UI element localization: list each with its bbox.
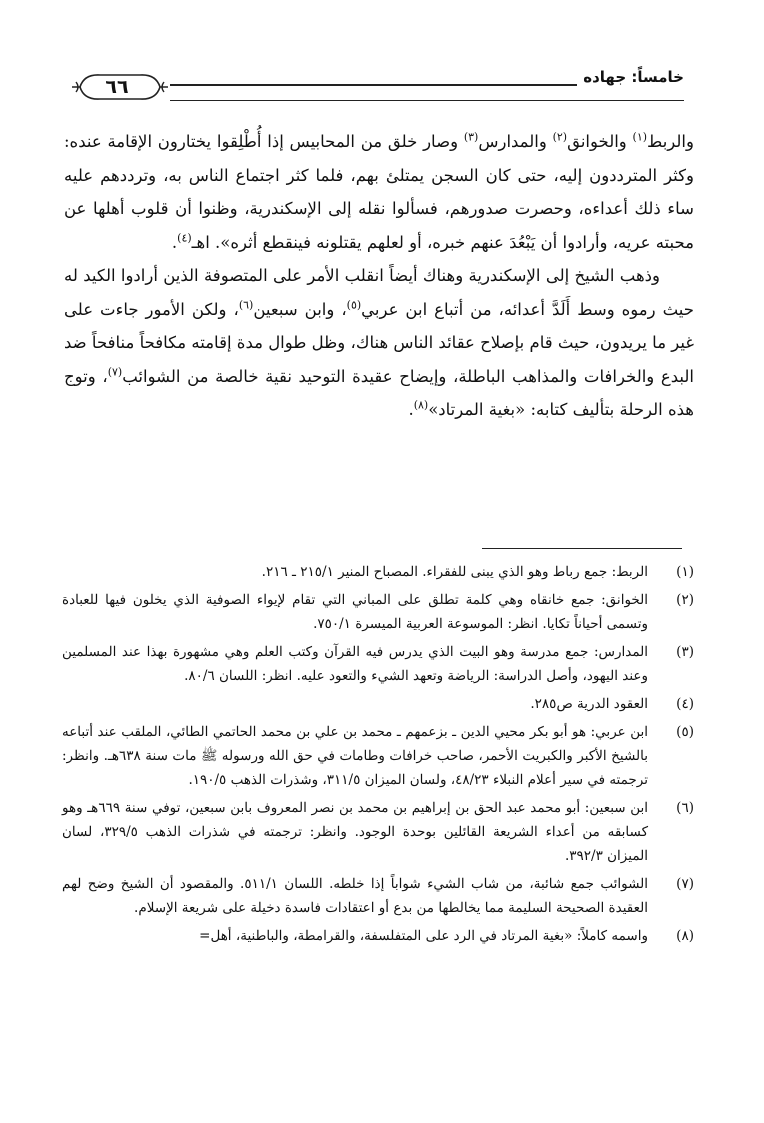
footnote-number: (٢) <box>676 592 694 608</box>
footnote-text: الخوانق: جمع خانقاه وهي كلمة تطلق على المباني التي تقام لإيواء الصوفية الذي يخلون فيها للعبادة وتسمى أحياناً تكايا. انظر: الموسوعة العربية الميسرة ٧٥٠/١. <box>62 592 648 632</box>
footnote-ref[interactable]: (٥) <box>346 298 362 311</box>
footnote-number: (١) <box>676 564 694 580</box>
footnote-number: (٣) <box>676 644 694 660</box>
paragraph <box>64 125 694 259</box>
page-header <box>70 68 684 112</box>
footnote-number: (٧) <box>676 876 694 892</box>
footnote-ref[interactable]: (١) <box>632 130 648 144</box>
section-title: خامساً: جهاده <box>577 68 684 86</box>
footnote-item <box>62 560 694 584</box>
footnote-item <box>62 692 694 716</box>
footnote-item <box>62 872 694 920</box>
text-segment: وذهب الشيخ إلى الإسكندرية وهناك أيضاً انقلب الأمر على المتصوفة الذين أرادوا الكيد له حيث رموه وسط أَلَدَّ أعدائه، من أتباع ابن عربي <box>64 266 694 319</box>
text-segment: ، وابن سبعين <box>253 299 347 319</box>
footnote-item <box>62 588 694 636</box>
footnote-text: ابن سبعين: أبو محمد عبد الحق بن إبراهيم بن محمد بن نصر المعروف بابن سبعين، توفي سنة ٦٦٩هـ وهو كسابقه من أعداء الشريعة القائلين بوحدة الوجود. وانظر: ترجمته في شذرات الذهب ٣٢٩/٥، لسان الميزان ٣٩٢/٣. <box>62 800 648 864</box>
footnote-ref[interactable]: (٣) <box>463 130 479 144</box>
footnote-ref[interactable]: (٤) <box>177 231 192 244</box>
footnote-text: واسمه كاملاً: «بغية المرتاد في الرد على المتفلسفة، والقرامطة، والباطنية، أهل= <box>199 928 648 944</box>
paragraph <box>64 259 694 427</box>
footnote-item <box>62 720 694 792</box>
footnote-text: الشوائب جمع شائبة، من شاب الشيء شواباً إذا خلطه. اللسان ٥١١/١. والمقصود أن الشيخ وضح لهم العقيدة الصحيحة السليمة مما يخالطها من بدع أو اعتقادات فاسدة دخيلة على شريعة الإسلام. <box>62 876 648 916</box>
footnote-text: الربط: جمع رباط وهو الذي يبنى للفقراء. المصباح المنير ٢١٥/١ ـ ٢١٦. <box>261 564 648 580</box>
footnote-number: (٨) <box>676 928 694 944</box>
text-segment: والربط <box>647 132 694 151</box>
text-segment: والخوانق <box>567 132 633 151</box>
footnote-ref[interactable]: (٦) <box>238 298 254 311</box>
footnote-text: ابن عربي: هو أبو بكر محيي الدين ـ بزعمهم ـ محمد بن علي بن محمد الحاتمي الطائي، الملقب عند أتباعه بالشيخ الأكبر والكبريت الأحمر، صاحب خرافات وطامات في حق الله ورسوله ﷺ مات سنة ٦٣٨هـ. وانظر: ترجمته في سير أعلام النبلاء ٤٨/٢٣، ولسان الميزان ٣١١/٥، وشذرات الذهب ١٩٠/٥. <box>62 724 648 788</box>
text-segment: والمدارس <box>478 132 553 151</box>
footnote-ref[interactable]: (٢) <box>552 130 568 144</box>
footnote-number: (٥) <box>676 724 694 740</box>
text-segment: وصار خلق من المحابيس إذا أُطْلِقوا يختارون الإقامة عنده: وكثر المترددون إليه، حتى كان السجن يمتلئ بهم، فلما كثر اجتماع الناس به، وترددهم عليه ساء ذلك أعداءه، وحصرت صدورهم، فسألوا نقله إلى الإسكندرية، وظنوا أن قلوب أهلها عن محبته عريه، وأرادوا أن يَبْعُدَ عنهم خبره، أو لعلهم يقتلونه فينقطع أثره». اهـ <box>64 132 694 252</box>
footnote-text: العقود الدرية ص٢٨٥. <box>530 696 648 712</box>
text-segment: ، ولكن الأمور جاءت على غير ما يريدون، حيث قام بإصلاح عقائد الناس هناك، وظل طوال مدة إقامته مكافحاً منافحاً ضد البدع والخرافات والمذاهب الباطلة، وإيضاح عقيدة التوحيد نقية خالصة من الشوائب <box>64 299 694 386</box>
text-segment: . <box>408 400 414 419</box>
footnote-item <box>62 640 694 688</box>
footnote-text: المدارس: جمع مدرسة وهو البيت الذي يدرس فيه القرآن وكتب العلم وهي مشهورة بهذا عند المسلمين وعند اليهود، وأصل الدراسة: الرياضة وتعهد الشيء والتعود عليه. انظر: اللسان ٨٠/٦. <box>62 644 648 684</box>
footnote-item <box>62 924 694 948</box>
page-number: ٦٦ <box>105 76 129 98</box>
text-segment: ، وتوج هذه الرحلة بتأليف كتابه: «بغية المرتاد» <box>64 366 694 419</box>
footnote-number: (٤) <box>676 696 694 712</box>
footnote-number: (٦) <box>676 800 694 816</box>
page-number-ornament <box>70 70 170 104</box>
text-segment: . <box>171 232 178 252</box>
footnote-item <box>62 796 694 868</box>
footnotes <box>62 560 694 952</box>
main-text <box>64 125 694 427</box>
footnote-ref[interactable]: (٨) <box>413 398 429 412</box>
footnote-ref[interactable]: (٧) <box>107 365 123 378</box>
footnote-separator <box>482 548 682 549</box>
